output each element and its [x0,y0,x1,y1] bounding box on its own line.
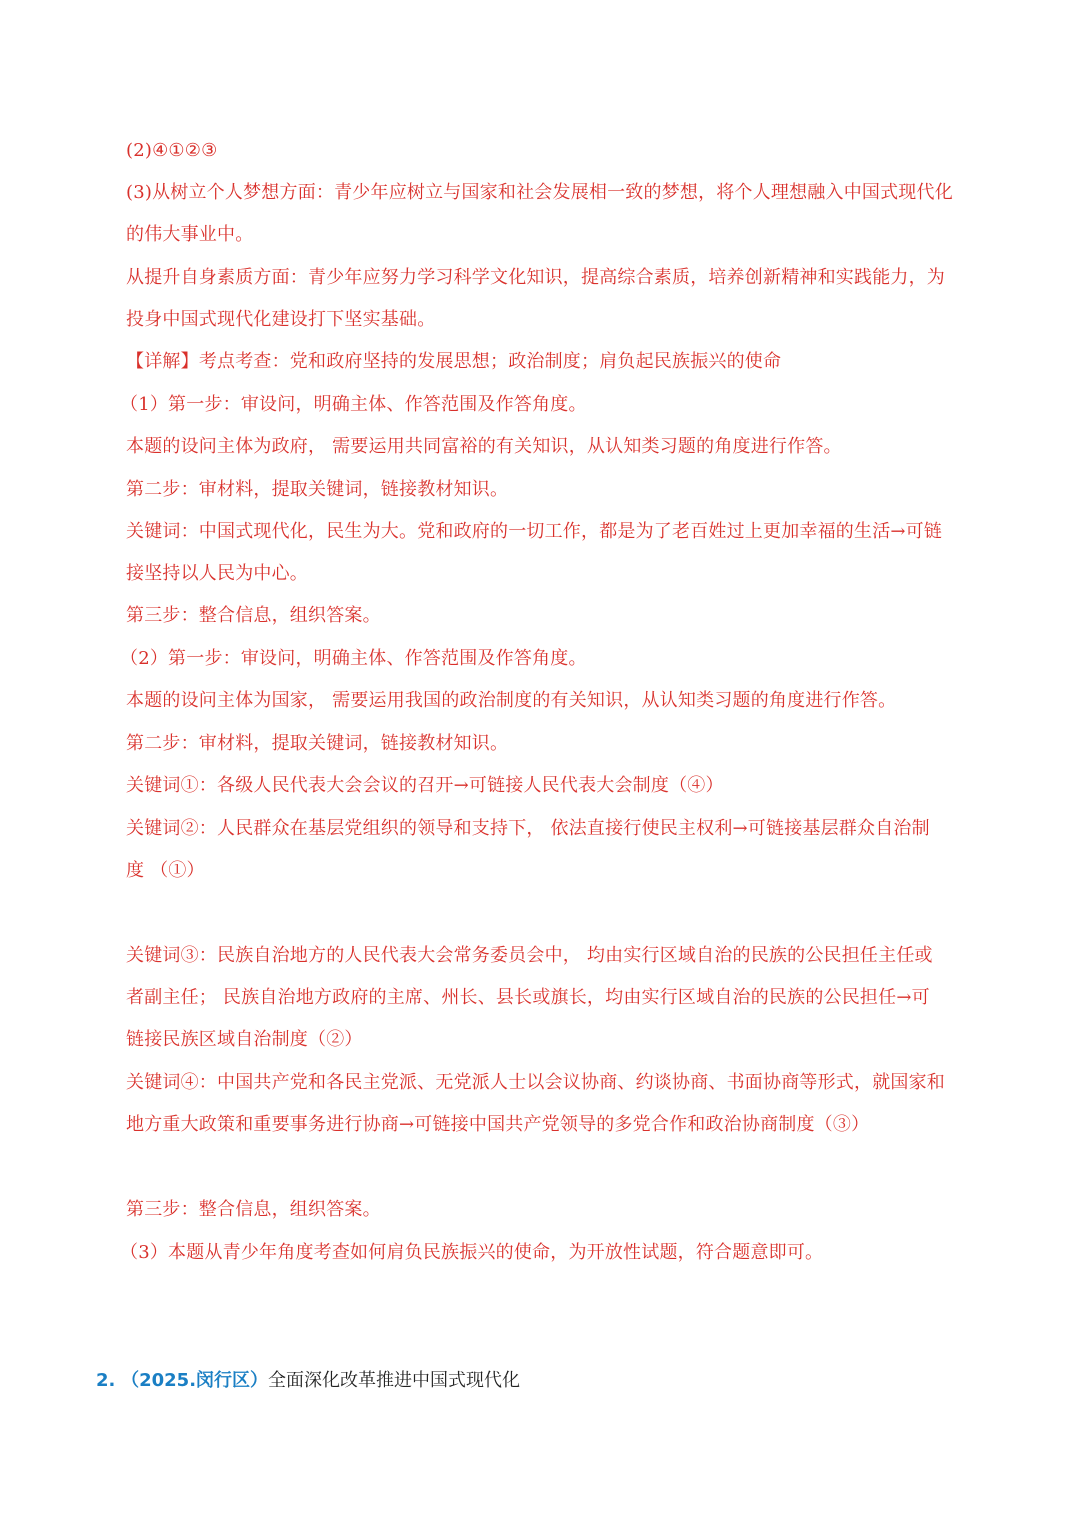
answer-3-line-4: 投身中国式现代化建设打下坚实基础。 [126,309,436,330]
question-source: （2025.闵行区） [121,1370,269,1391]
answer-3-line-1: (3)从树立个人梦想方面：青少年应树立与国家和社会发展相一致的梦想，将个人理想融入中国式现代化 [126,182,953,203]
part1-keyword-line-2: 接坚持以人民为中心。 [126,563,308,584]
part1-keyword-line-1: 关键词：中国式现代化，民生为大。党和政府的一切工作，都是为了老百姓过上更加幸福的生活→可链 [126,521,943,542]
answer-3-line-2: 的伟大事业中。 [126,224,254,245]
keyword-2-line-1: 关键词②：人民群众在基层党组织的领导和支持下， 依法直接行使民主权利→可链接基层群众自治制 [126,818,930,839]
part2-subject: 本题的设问主体为国家， 需要运用我国的政治制度的有关知识，从认知类习题的角度进行作答。 [126,690,897,711]
part3-explain: （3）本题从青少年角度考查如何肩负民族振兴的使命，为开放性试题，符合题意即可。 [120,1242,824,1263]
answer-2: (2)④①②③ [126,140,218,161]
part2-step1: （2）第一步：审设问，明确主体、作答范围及作答角度。 [120,648,587,669]
part1-step1: （1）第一步：审设问，明确主体、作答范围及作答角度。 [120,394,587,415]
part2-step2: 第二步：审材料，提取关键词，链接教材知识。 [126,733,509,754]
keyword-4-line-1: 关键词④：中国共产党和各民主党派、无党派人士以会议协商、约谈协商、书面协商等形式，就国家和 [126,1072,945,1093]
question-number: 2. [96,1370,116,1391]
keyword-3-line-3: 链接民族区域自治制度（②） [126,1029,363,1050]
keyword-3-line-1: 关键词③：民族自治地方的人民代表大会常务委员会中， 均由实行区域自治的民族的公民担任主任或 [126,945,933,966]
question-title: 全面深化改革推进中国式现代化 [268,1370,521,1391]
explain-tag: 【详解】 [126,351,199,372]
keyword-4-line-2: 地方重大政策和重要事务进行协商→可链接中国共产党领导的多党合作和政治协商制度（③） [126,1114,870,1135]
part1-subject: 本题的设问主体为政府， 需要运用共同富裕的有关知识，从认知类习题的角度进行作答。 [126,436,842,457]
answer-3-line-3: 从提升自身素质方面：青少年应努力学习科学文化知识，提高综合素质，培养创新精神和实践能力，为 [126,267,945,288]
explain-topic: 考点考查：党和政府坚持的发展思想；政治制度；肩负起民族振兴的使命 [198,351,782,372]
explain-heading [126,350,781,374]
part1-step3: 第三步：整合信息，组织答案。 [126,605,381,626]
keyword-1: 关键词①：各级人民代表大会会议的召开→可链接人民代表大会制度（④） [126,775,724,796]
part1-step2: 第二步：审材料，提取关键词，链接教材知识。 [126,479,509,500]
keyword-3-line-2: 者副主任； 民族自治地方政府的主席、州长、县长或旗长，均由实行区域自治的民族的公民担任→可 [126,987,930,1008]
question-2-heading [96,1368,520,1394]
part2-step3: 第三步：整合信息，组织答案。 [126,1199,381,1220]
keyword-2-line-2: 度 （①） [126,860,205,881]
